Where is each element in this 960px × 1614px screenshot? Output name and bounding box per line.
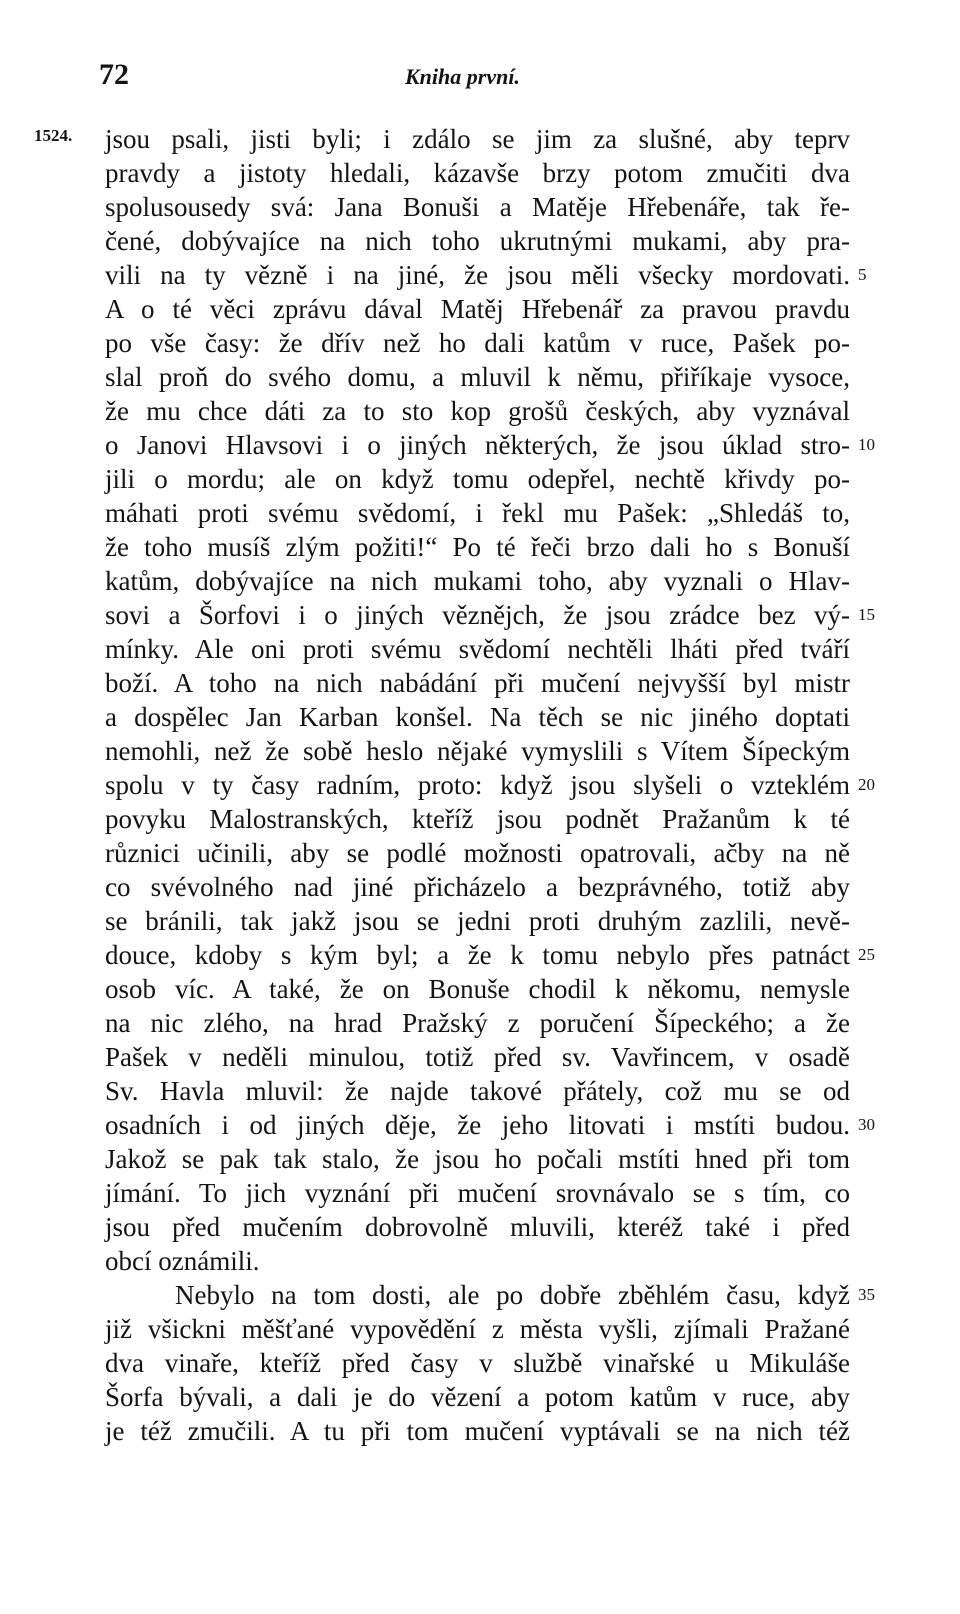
body-text xyxy=(105,122,850,1448)
text-line: se bránili, tak jakž jsou se jedni proti druhým zazlili, nevě- xyxy=(105,906,850,936)
text-line: douce, kdoby s kým byl; a že k tomu nebylo přes patnáct xyxy=(105,940,850,970)
text-line: slal proň do svého domu, a mluvil k němu, přiříkaje vysoce, xyxy=(105,362,850,392)
line-number: 30 xyxy=(858,1115,875,1134)
text-line: po vše časy: že dřív než ho dali katům v ruce, Pašek po- xyxy=(105,328,850,358)
text-line: vili na ty vězně i na jiné, že jsou měli všecky mordovati. xyxy=(105,260,850,290)
line-number: 10 xyxy=(858,435,875,454)
line-number: 15 xyxy=(858,605,875,624)
line-number: 25 xyxy=(858,945,875,964)
text-line: že mu chce dáti za to sto kop grošů českých, aby vyznával xyxy=(105,396,850,426)
text-line: Pašek v neděli minulou, totiž před sv. Vavřincem, v osadě xyxy=(105,1042,850,1072)
text-line: obcí oznámili. xyxy=(105,1246,260,1276)
line-number: 5 xyxy=(858,265,867,284)
text-line: a dospělec Jan Karban konšel. Na těch se nic jiného doptati xyxy=(105,702,850,732)
text-line: Nebylo na tom dosti, ale po dobře zběhlém času, když xyxy=(175,1280,850,1310)
text-line: co svévolného nad jiné přicházelo a bezprávného, totiž aby xyxy=(105,872,850,902)
text-line: jsou před mučením dobrovolně mluvili, kteréž také i před xyxy=(105,1212,850,1242)
page-number: 72 xyxy=(99,58,129,91)
text-line: že toho musíš zlým požiti!“ Po té řeči brzo dali ho s Bonuší xyxy=(105,532,850,562)
text-line: spolusousedy svá: Jana Bonuši a Matěje Hřebenáře, tak ře- xyxy=(105,192,850,222)
line-number: 20 xyxy=(858,775,875,794)
text-line: na nic zlého, na hrad Pražský z poručení Šípeckého; a že xyxy=(105,1008,850,1038)
text-line: Sv. Havla mluvil: že najde takové přátely, což mu se od xyxy=(105,1076,850,1106)
text-line: již všickni měšťané vypovědění z města vyšli, zjímali Pražané xyxy=(105,1314,850,1344)
text-line: jímání. To jich vyznání při mučení srovnávalo se s tím, co xyxy=(105,1178,850,1208)
text-line: čené, dobývajíce na nich toho ukrutnými mukami, aby pra- xyxy=(105,226,850,256)
text-line: o Janovi Hlavsovi i o jiných některých, že jsou úklad stro- xyxy=(105,430,850,460)
text-line: povyku Malostranských, kteříž jsou podnět Pražanům k té xyxy=(105,804,850,834)
text-line: Šorfa bývali, a dali je do vězení a potom katům v ruce, aby xyxy=(105,1382,850,1412)
text-line: máhati proti svému svědomí, i řekl mu Pašek: „Shledáš to, xyxy=(105,498,850,528)
year-margin-note: 1524. xyxy=(34,126,73,145)
page-header xyxy=(0,58,960,98)
text-line: mínky. Ale oni proti svému svědomí nechtěli lháti před tváří xyxy=(105,634,850,664)
text-line: dva vinaře, kteříž před časy v službě vinařské u Mikuláše xyxy=(105,1348,850,1378)
text-line: pravdy a jistoty hledali, kázavše brzy potom zmučiti dva xyxy=(105,158,850,188)
text-line: A o té věci zprávu dával Matěj Hřebenář za pravou pravdu xyxy=(105,294,850,324)
text-line: nemohli, než že sobě heslo nějaké vymyslili s Vítem Šípeckým xyxy=(105,736,850,766)
text-line: osob víc. A také, že on Bonuše chodil k někomu, nemysle xyxy=(105,974,850,1004)
text-line: spolu v ty časy radním, proto: když jsou slyšeli o vzteklém xyxy=(105,770,850,800)
text-line: osadních i od jiných děje, že jeho litovati i mstíti budou. xyxy=(105,1110,850,1140)
text-line: katům, dobývajíce na nich mukami toho, aby vyznali o Hlav- xyxy=(105,566,850,596)
text-line: sovi a Šorfovi i o jiných věznějch, že jsou zrádce bez vý- xyxy=(105,600,850,630)
text-line: jsou psali, jisti byli; i zdálo se jim za slušné, aby teprv xyxy=(105,124,850,154)
text-line: je též zmučili. A tu při tom mučení vyptávali se na nich též xyxy=(105,1416,850,1446)
text-line: jili o mordu; ale on když tomu odepřel, nechtě křivdy po- xyxy=(105,464,850,494)
line-number: 35 xyxy=(858,1285,875,1304)
running-head: Kniha první. xyxy=(405,64,520,89)
text-line: různici učinili, aby se podlé možnosti opatrovali, ačby na ně xyxy=(105,838,850,868)
text-line: boží. A toho na nich nabádání při mučení nejvyšší byl mistr xyxy=(105,668,850,698)
text-line: Jakož se pak tak stalo, že jsou ho počali mstíti hned při tom xyxy=(105,1144,850,1174)
